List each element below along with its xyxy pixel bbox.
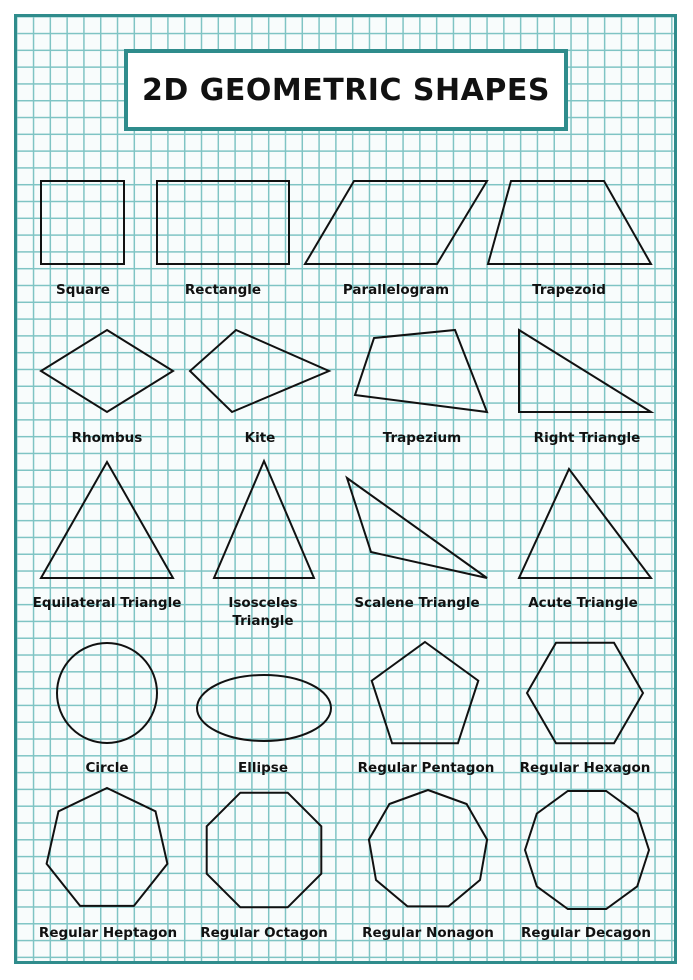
regular-nonagon-shape (369, 790, 487, 906)
label-equilateral-triangle: Equilateral Triangle (32, 595, 182, 611)
trapezium-shape (355, 330, 487, 412)
label-regular-decagon: Regular Decagon (521, 925, 651, 941)
regular-pentagon-shape (372, 642, 479, 743)
label-regular-pentagon: Regular Pentagon (357, 760, 495, 776)
label-rectangle: Rectangle (184, 282, 262, 298)
regular-heptagon-shape (47, 788, 168, 906)
label-ellipse: Ellipse (238, 760, 288, 776)
regular-hexagon-shape (527, 643, 643, 743)
parallelogram-shape (305, 181, 487, 264)
label-right-triangle: Right Triangle (533, 430, 641, 446)
page-title: 2D GEOMETRIC SHAPES (142, 72, 550, 108)
label-regular-hexagon: Regular Hexagon (519, 760, 651, 776)
ellipse-shape (197, 675, 331, 741)
label-parallelogram: Parallelogram (342, 282, 450, 298)
right-triangle-shape (519, 330, 651, 412)
label-scalene-triangle: Scalene Triangle (354, 595, 480, 611)
trapezoid-shape (488, 181, 651, 264)
acute-triangle-shape (519, 469, 651, 578)
label-acute-triangle: Acute Triangle (528, 595, 638, 611)
isosceles-triangle-shape (214, 461, 314, 578)
label-kite: Kite (244, 430, 276, 446)
label-isosceles-triangle: Isosceles Triangle (228, 595, 298, 629)
label-regular-nonagon: Regular Nonagon (362, 925, 494, 941)
label-square: Square (56, 282, 110, 298)
rhombus-shape (41, 330, 173, 412)
label-regular-heptagon: Regular Heptagon (38, 925, 178, 941)
label-trapezoid: Trapezoid (532, 282, 606, 298)
regular-octagon-shape (207, 793, 322, 908)
kite-shape (190, 330, 329, 412)
equilateral-triangle-shape (41, 462, 173, 578)
label-circle: Circle (85, 760, 129, 776)
circle-shape (57, 643, 157, 743)
label-regular-octagon: Regular Octagon (200, 925, 328, 941)
label-rhombus: Rhombus (71, 430, 143, 446)
square-shape (41, 181, 124, 264)
scalene-triangle-shape (347, 478, 487, 578)
rectangle-shape (157, 181, 289, 264)
label-trapezium: Trapezium (382, 430, 462, 446)
regular-decagon-shape (525, 791, 649, 909)
